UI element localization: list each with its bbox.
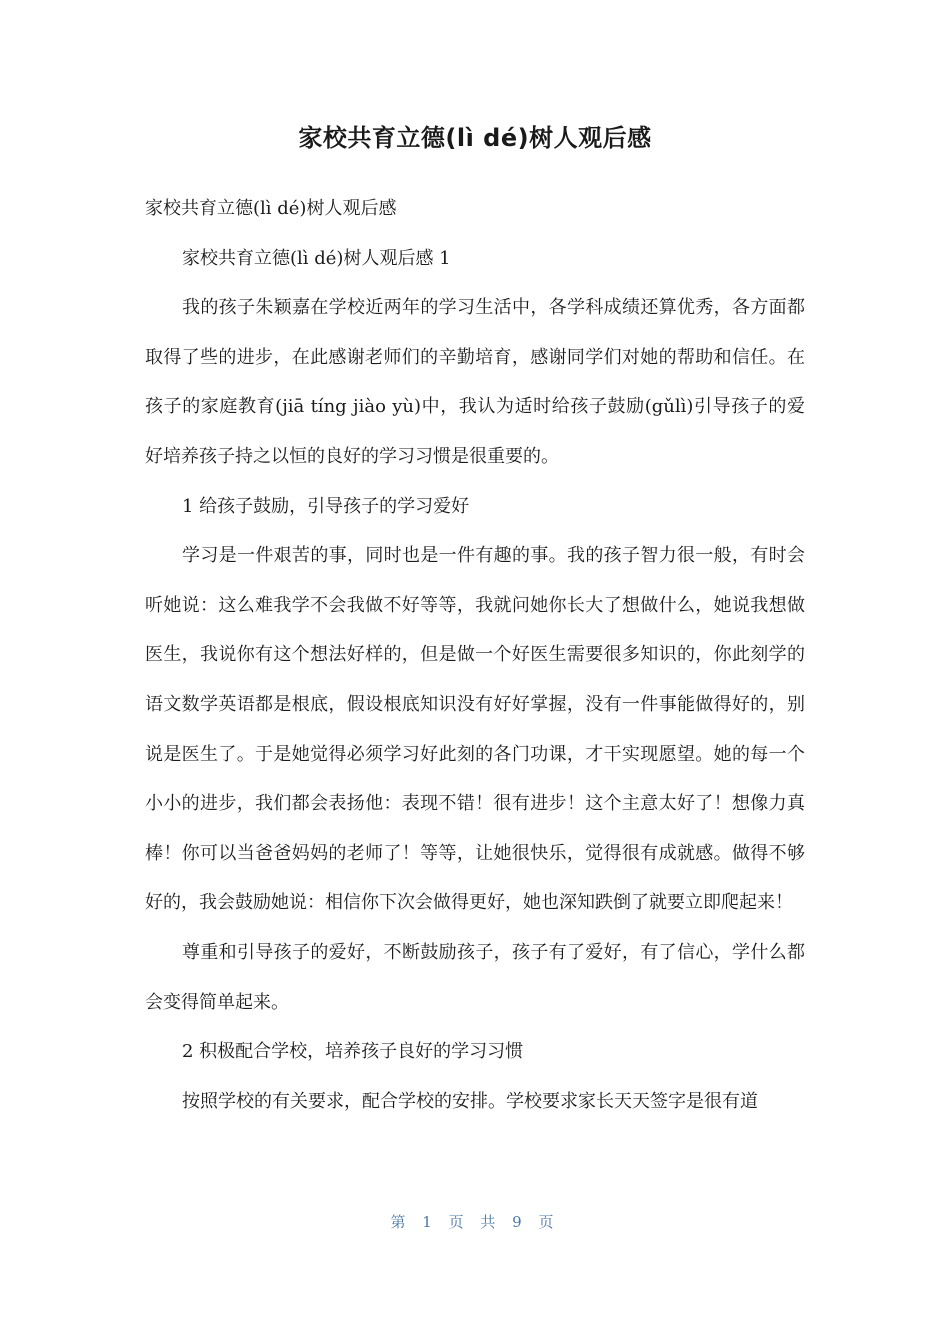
paragraph-body-3: 按照学校的有关要求，配合学校的安排。学校要求家长天天签字是很有道 <box>182 1090 758 1112</box>
footer-suffix: 页 <box>538 1213 560 1231</box>
paragraph-body-1: 学习是一件艰苦的事，同时也是一件有趣的事。我的孩子智力很一般，有时会听她说：这么难我学不会我做不好等等，我就问她你长大了想做什么，她说我想做医生，我说你有这个想法好样的，但是做一个好医生需要很多知识的，你此刻学的语文数学英语都是根底，假设根底知识没有好好掌握，没有一件事能做得好的，别说是医生了。于是她觉得必须学习好此刻的各门功课，才干实现愿望。她的每一个小小的进步，我们都会表扬他：表现不错！很有进步！这个主意太好了！想像力真棒！你可以当爸爸妈妈的老师了！等等，让她很快乐，觉得很有成就感。做得不够好的，我会鼓励她说：相信你下次会做得更好，她也深知跌倒了就要立即爬起来！ <box>145 545 805 914</box>
document-title: 家校共育立德(lì dé)树人观后感 <box>298 124 652 152</box>
footer-current-page: 1 <box>422 1213 438 1231</box>
paragraph-section-heading: 家校共育立德(lì dé)树人观后感 1 <box>182 247 451 269</box>
paragraph-subtitle: 家校共育立德(lì dé)树人观后感 <box>145 198 397 219</box>
footer-prefix: 第 <box>390 1213 412 1231</box>
page-footer <box>0 1210 950 1234</box>
footer-middle: 页 共 <box>448 1213 502 1231</box>
paragraph-intro: 我的孩子朱颖嘉在学校近两年的学习生活中，各学科成绩还算优秀，各方面都取得了些的进步，在此感谢老师们的辛勤培育，感谢同学们对她的帮助和信任。在孩子的家庭教育(jiā tíng jiào yù)中，我认为适时给孩子鼓励(gǔlì)引导孩子的爱好培养孩子持之以恒的良好的学习习惯是很重要的。 <box>145 297 805 467</box>
paragraph-heading-2: 2 积极配合学校，培养孩子良好的学习习惯 <box>182 1041 524 1063</box>
footer-total-pages: 9 <box>512 1213 528 1231</box>
paragraph-heading-1: 1 给孩子鼓励，引导孩子的学习爱好 <box>182 495 470 517</box>
paragraph-body-2: 尊重和引导孩子的爱好，不断鼓励孩子，孩子有了爱好，有了信心，学什么都会变得简单起来。 <box>145 941 805 1013</box>
document-body <box>145 184 805 1126</box>
